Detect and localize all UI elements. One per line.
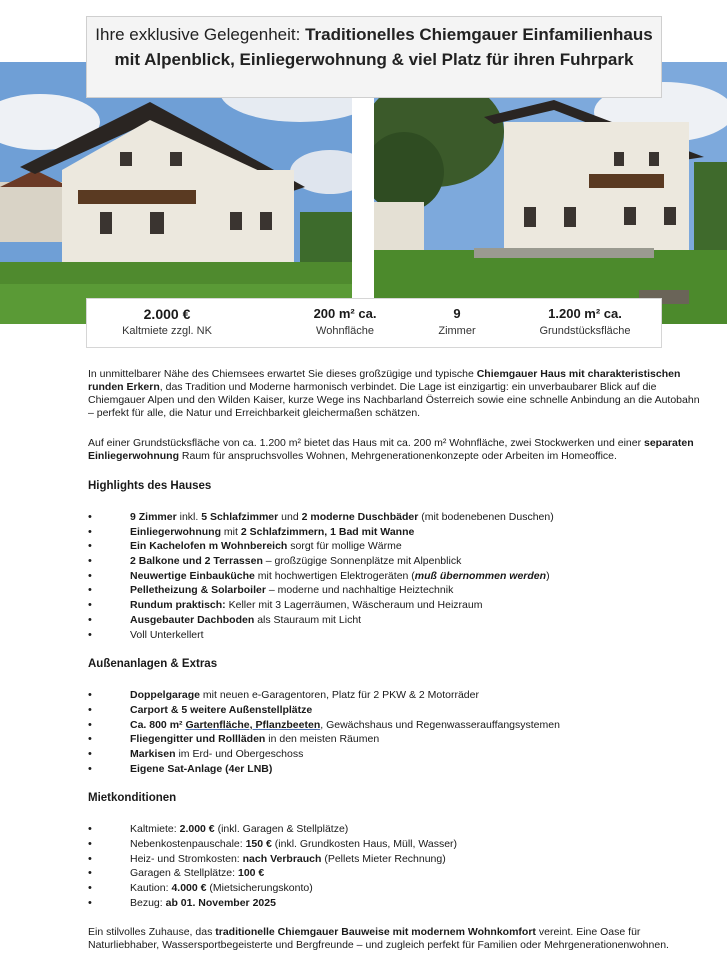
stat-label: Wohnfläche <box>316 325 374 337</box>
list-item <box>88 866 708 881</box>
text-bold: Fliegengitter und Rollläden <box>130 733 266 746</box>
list-item <box>88 539 708 554</box>
house-photo-right <box>374 62 727 324</box>
text-bold-underlined: Gartenfläche, Pflanzbeeten <box>185 718 321 731</box>
text-bold: 100 € <box>237 867 265 880</box>
text: Raum für anspruchsvolles Wohnen, Mehrgenerationenkonzepte oder Arbeiten im Homeoffice. <box>179 450 617 462</box>
text: vereint. Eine Oase für Naturliebhaber, Wassersportbegeisterte und Bergfreunde – und zugleich perfekt für Familien oder Mehrgenerationenwohnen. <box>88 926 669 952</box>
list-item <box>88 852 708 867</box>
text: , das Tradition und Moderne harmonisch verbindet. Die Lage ist einzigartig: ein unverbaubarer Blick auf die Chiemgauer Alpen und den Wilden Kaiser, kurze Wege ins Nachbarland Österreich sowie eine schnelle Anbindung an die Autobahn – perfekt für alle, die Natur und Erreichbarkeit gleichermaßen schätzen. <box>88 381 700 419</box>
text: Ein stilvolles Zuhause, das <box>88 926 216 939</box>
text: Kaution: <box>130 882 172 895</box>
rental-heading: Mietkonditionen <box>88 792 177 805</box>
text-bold: Pelletheizung & Solarboiler <box>130 584 266 597</box>
text-bold: Ca. 800 m² <box>130 718 186 731</box>
text-bold-italic: muß übernommen werden <box>414 569 547 582</box>
text-bold: 2 Balkone und 2 Terrassen <box>130 555 263 568</box>
text-bold: 9 Zimmer <box>130 511 177 523</box>
list-item <box>88 732 708 747</box>
text-bold: 5 Schlafzimmer <box>201 511 279 523</box>
text-bold: Ein Kachelofen m Wohnbereich <box>130 540 288 553</box>
title-bold: Traditionelles Chiemgauer Einfamilienhaus mit Alpenblick, Einliegerwohnung & viel Platz für ihren Fuhrpark <box>114 25 653 69</box>
list-item <box>88 747 708 762</box>
text: Bezug: <box>130 896 166 909</box>
stat-plot-area <box>515 305 655 339</box>
stat-value: 9 <box>453 306 461 321</box>
text: Nebenkostenpauschale: <box>130 838 246 850</box>
outdoor-list <box>88 688 708 776</box>
text-bold: Chiemgauer Haus mit charakteristischen runden Erkern <box>88 368 681 393</box>
text: Keller mit 3 Lagerräumen, Wäscheraum und Heizraum <box>225 599 483 612</box>
intro-paragraph <box>88 368 708 420</box>
house-photo-left <box>0 62 352 324</box>
stat-living-area <box>287 305 403 339</box>
text: Auf einer Grundstücksfläche von ca. 1.200 m² bietet das Haus mit ca. 200 m² Wohnfläche, zwei Stockwerken und einer <box>88 437 644 449</box>
text-bold: 2 moderne Duschbäder <box>301 511 419 523</box>
stat-value: 2.000 € <box>143 306 191 322</box>
stat-label: Kaltmiete zzgl. NK <box>122 325 212 337</box>
text-bold: separaten Einliegerwohnung <box>88 437 694 462</box>
text: im Erd- und Obergeschoss <box>175 747 304 760</box>
list-item <box>88 822 708 837</box>
text-bold: 2 Schlafzimmern, 1 Bad mit Wanne <box>240 525 415 538</box>
text: mit <box>221 525 241 538</box>
stat-rooms <box>417 305 497 339</box>
text: , Gewächshaus und Regenwasserauffangsystemen <box>320 718 560 731</box>
text: und <box>278 511 302 523</box>
list-item <box>88 837 708 852</box>
text-bold: 4.000 € <box>171 882 207 895</box>
text: (inkl. Grundkosten Haus, Müll, Wasser) <box>271 838 458 850</box>
list-item <box>88 718 708 733</box>
text: – moderne und nachhaltige Heiztechnik <box>265 584 454 597</box>
rental-list <box>88 822 708 910</box>
title-prefix: Ihre exklusive Gelegenheit: <box>95 25 306 44</box>
stat-rent <box>87 305 247 339</box>
text: (Mietsicherungskonto) <box>206 882 313 895</box>
highlights-heading: Highlights des Hauses <box>88 480 212 492</box>
listing-description <box>88 368 708 960</box>
text: inkl. <box>176 511 202 523</box>
list-item <box>88 703 708 718</box>
text: In unmittelbarer Nähe des Chiemsees erwartet Sie dieses großzügige und typische <box>88 368 477 380</box>
stat-label: Grundstücksfläche <box>539 325 631 337</box>
text: – großzügige Sonnenplätze mit Alpenblick <box>262 555 462 568</box>
text: (mit bodenebenen Duschen) <box>418 511 554 523</box>
stat-value: 200 m² ca. <box>313 306 377 321</box>
text-bold: traditionelle Chiemgauer Bauweise mit modernem Wohnkomfort <box>215 926 536 939</box>
text: (Pellets Mieter Rechnung) <box>321 852 446 865</box>
list-item <box>88 510 708 525</box>
highlights-list <box>88 510 708 642</box>
text-bold: Ausgebauter Dachboden <box>130 613 255 626</box>
list-item <box>88 896 708 911</box>
text: sorgt für mollige Wärme <box>287 540 402 553</box>
text: Heiz- und Stromkosten: <box>130 852 243 865</box>
text-bold: Rundum praktisch: <box>130 599 226 612</box>
text: ) <box>546 569 550 582</box>
list-item <box>88 554 708 569</box>
text-bold: Eigene Sat-Anlage (4er LNB) <box>130 762 273 775</box>
list-item <box>88 613 708 628</box>
text: Kaltmiete: <box>130 823 180 836</box>
list-item <box>88 598 708 613</box>
list-item <box>88 525 708 540</box>
text-bold: Carport & 5 weitere Außenstellplätze <box>130 703 313 716</box>
list-item <box>88 881 708 896</box>
text: mit hochwertigen Elektrogeräten ( <box>254 569 415 582</box>
text: Garagen & Stellplätze: <box>130 867 238 880</box>
text: mit neuen e-Garagentoren, Platz für 2 PKW & 2 Motorräder <box>200 689 479 702</box>
hero-section <box>0 0 727 350</box>
text: Voll Unterkellert <box>130 628 204 641</box>
text-bold: Neuwertige Einbauküche <box>130 569 255 582</box>
text-bold: 150 € <box>245 838 272 850</box>
page-title <box>86 16 662 98</box>
stat-label: Zimmer <box>438 325 476 337</box>
text: als Stauraum mit Licht <box>254 613 362 626</box>
stat-value: 1.200 m² ca. <box>548 306 622 321</box>
text-bold: ab 01. November 2025 <box>165 896 276 909</box>
text-bold: 2.000 € <box>179 823 215 836</box>
text-bold: Markisen <box>130 747 176 760</box>
list-item <box>88 762 708 777</box>
text-bold: Einliegerwohnung <box>130 525 221 538</box>
list-item <box>88 569 708 584</box>
outdoor-heading: Außenanlagen & Extras <box>88 658 218 671</box>
list-item <box>88 688 708 703</box>
text-bold: nach Verbrauch <box>242 852 322 865</box>
key-facts-bar <box>86 298 662 348</box>
closing-paragraph <box>88 926 708 952</box>
text: (inkl. Garagen & Stellplätze) <box>214 823 349 836</box>
text: in den meisten Räumen <box>265 733 380 746</box>
list-item <box>88 628 708 643</box>
text-bold: Doppelgarage <box>130 689 201 702</box>
list-item <box>88 583 708 598</box>
size-paragraph <box>88 437 708 463</box>
